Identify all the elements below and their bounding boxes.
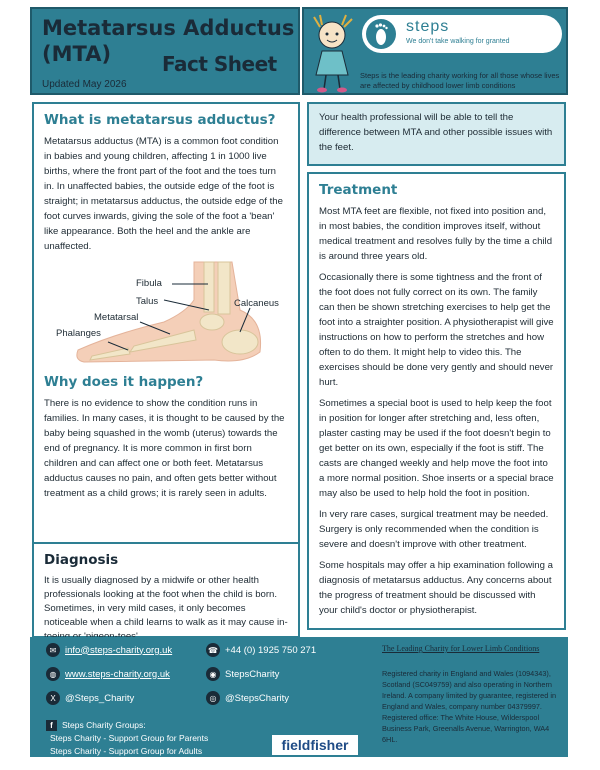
treatment-heading: Treatment [319,182,398,198]
treatment-p4: In very rare cases, surgical treatment may be needed. Surgery is only recommended when the condition is severe and doesn't improve with other treatment. [319,509,549,550]
instagram-handle[interactable]: @StepsCharity [225,692,290,704]
brand-name: steps [406,18,450,35]
right-lead-text: Your health professional will be able to tell the difference between MTA and other possible issues with the feet. [319,112,553,153]
treatment-p1: Most MTA feet are flexible, not fixed into position and, in most babies, the condition improves itself, without medical treatment and resolves fully by the time a child is around three years old. [319,206,553,262]
facebook-groups [50,719,208,758]
website-link[interactable]: www.steps-charity.org.uk [65,668,170,680]
treatment-p3: Sometimes a special boot is used to help keep the foot in position for longer after stretching and, less often, plaster casting may be used if the foot doesn't begin to get better on its own, especially if the foot is stiff. The casts are changed weekly and help move the foot into a more normal position. Shoe inserts or a special brace may also be used to help hold the foot in position. [319,398,554,499]
footer [30,637,568,757]
registration-text: Registered charity in England and Wales (1094343), Scotland (SC049759) and also operating in Northern Ireland. A company limited by guarantee, registered in England and Wales, company number 04379997. Registered office: The White House, Wilderspool Business Park, Greenalls Avenue, Warrington, WA4 6HL. [382,669,557,744]
phone-icon: ☎ [206,643,220,657]
email-contact[interactable] [46,643,172,657]
foot-bone-diagram [44,260,292,368]
fact-sheet-label: Fact Sheet [162,52,277,76]
treatment-p5: Some hospitals may offer a hip examination following a diagnosis of metatarsus adductus. Any concerns about the progress of treatment should be discussed with your child's doctor or physiotherapist. [319,560,553,616]
x-contact[interactable] [46,691,134,705]
brand-tagline: We don't take walking for granted [406,38,510,45]
phone-contact[interactable] [206,643,316,657]
title-line-2: (MTA) [42,42,112,66]
footprint-icon [366,19,396,49]
what-body: Metatarsus adductus (MTA) is a common foot condition in babies and young children, affecting 1 in 1000 live births, where the front part of the foot and the toes turn in. In unaffected babies, the outside edge of the foot is straight; in metatarsus adductus, the outside edge of the foot curves inwards, giving the sole of the foot a 'bean' like appearance. Both the heel and the ankle are unaffected. [44,136,283,252]
group-parents-link[interactable]: Steps Charity - Support Group for Parents [50,733,209,743]
groups-heading: Steps Charity Groups: [62,720,146,730]
diagnosis-body: It is usually diagnosed by a midwife or other health professionals looking at the foot when the child is born. Sometimes, in very mild cases, it only becomes noticeable when a child learns to walk as it may cause in- [44,575,288,628]
website-contact[interactable] [46,667,170,681]
podcast-contact[interactable] [206,667,279,681]
steps-logo [362,15,562,53]
what-why-panel [32,102,300,542]
header-brand-panel [302,7,568,95]
fact-sheet-page [30,7,568,759]
treatment-p2: Occasionally there is some tightness and the front of the foot does not fully correct on its own. The family can then be shown stretching exercises to help get the foot into a straighter position. A physiotherapist will give instructions on how to perform the stretches and how often to do them. It might help to video this. The exercises should be done very gently and should never hurt. [319,272,554,388]
right-column [307,102,566,630]
leading-charity-link[interactable]: The Leading Charity for Lower Limb Conditions [382,644,540,653]
label-talus: Talus [136,296,159,307]
podcast-icon: ◉ [206,667,220,681]
girl-mascot-icon [308,13,360,95]
why-heading: Why does it happen? [44,374,204,390]
label-metatarsal: Metatarsal [94,312,139,323]
email-icon: ✉ [46,643,60,657]
diagnosis-panel [32,542,300,638]
header-title-panel [30,7,300,95]
instagram-contact[interactable] [206,691,289,705]
x-logo-icon: X [46,691,60,705]
brand-description: Steps is the leading charity working for all those whose lives are affected by childhood lower limb conditions [360,71,560,90]
label-fibula: Fibula [136,278,162,289]
instagram-icon: ◎ [206,691,220,705]
title-line-1: Metatarsus Adductus [42,16,295,40]
podcast-handle[interactable]: StepsCharity [225,668,280,680]
left-column [32,102,300,638]
diagnosis-heading: Diagnosis [44,552,119,568]
charity-registration-block [382,643,562,745]
phone-number[interactable]: +44 (0) 1925 750 271 [225,644,317,656]
x-handle[interactable]: @Steps_Charity [65,692,135,704]
what-heading: What is metatarsus adductus? [44,112,276,128]
label-calcaneus: Calcaneus [234,298,279,309]
globe-icon: ◍ [46,667,60,681]
treatment-panel [307,172,566,630]
group-adults-link[interactable]: Steps Charity - Support Group for Adults [50,746,203,756]
label-phalanges: Phalanges [56,328,101,339]
why-body: There is no evidence to show the condition runs in families. In many cases, it is thought to be caused by the baby being squashed in the womb (uterus) towards the end of pregnancy. It is more common in first born children and can affect one or both feet. Metatarsus adductus causes no pain, and often gets better without treatment as a child grows; it is rarely seen in adults. [44,398,285,499]
right-lead-panel [307,102,566,166]
facebook-icon: f [46,720,57,731]
foot-illustration [44,260,292,368]
sponsor-logo: fieldfisher [272,735,358,755]
email-link[interactable]: info@steps-charity.org.uk [65,644,173,656]
updated-date: Updated May 2026 [42,79,127,90]
